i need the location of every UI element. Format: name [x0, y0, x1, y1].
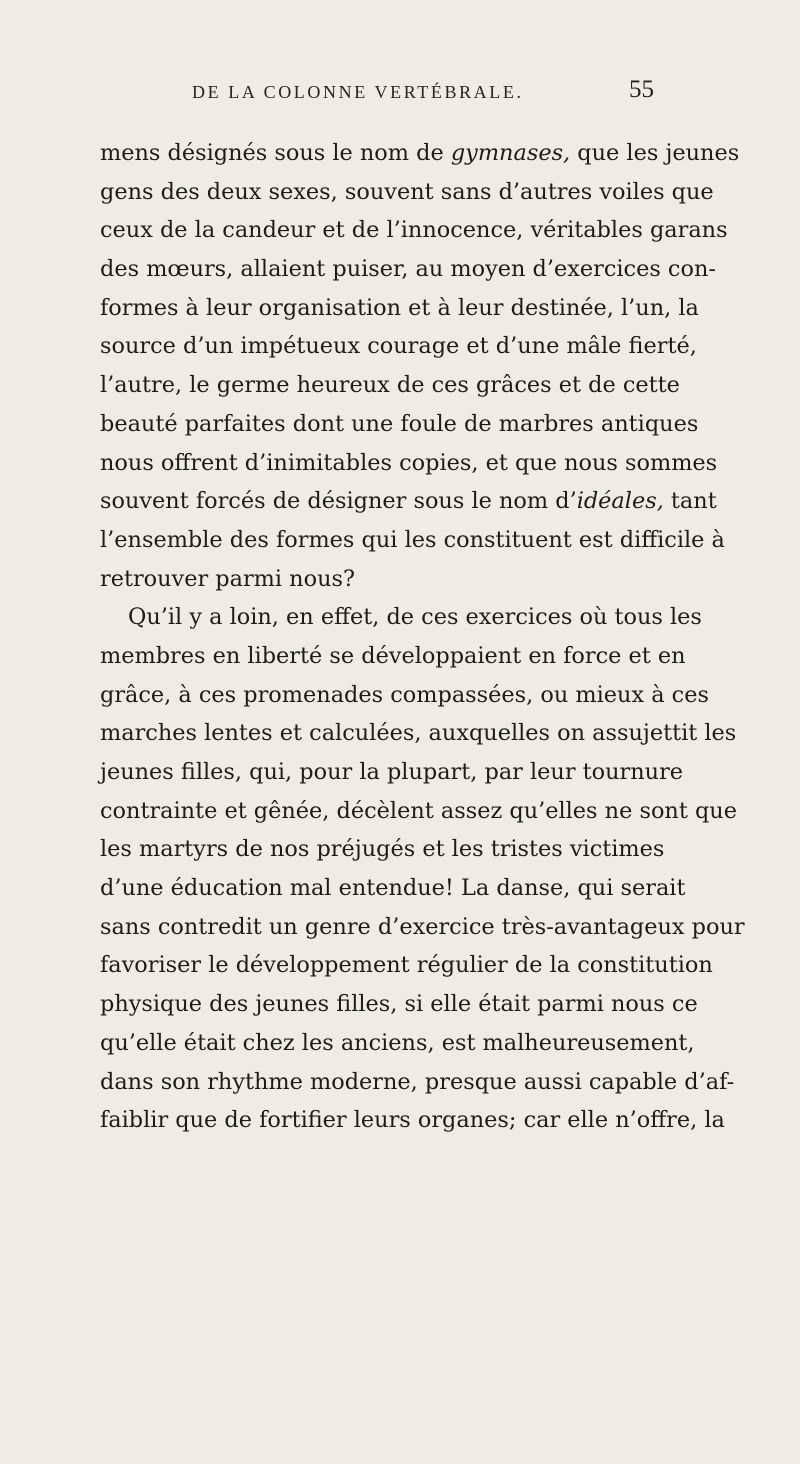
text-line: faiblir que de fortifier leurs organes; car elle n’offre, la	[100, 1107, 725, 1134]
text-line: l’ensemble des formes qui les constituent est difficile à	[100, 526, 725, 553]
text-line: beauté parfaites dont une foule de marbres antiques	[100, 410, 699, 437]
text-line: contrainte et gênée, décèlent assez qu’elles ne sont que	[100, 797, 737, 824]
text-line: jeunes filles, qui, pour la plupart, par leur tournure	[100, 759, 684, 785]
text-line: favoriser le développement régulier de la constitution	[100, 952, 713, 979]
italic-term: gymnases,	[450, 140, 571, 166]
text-line: qu’elle était chez les anciens, est malheureusement,	[100, 1029, 695, 1056]
paragraph-start-line: Qu’il y a loin, en effet, de ces exercices où tous les	[128, 604, 702, 631]
text-line: membres en liberté se développaient en force et en	[100, 642, 686, 669]
text-line: souvent forcés de désigner sous le nom d’idéales, tant	[100, 488, 717, 515]
text-line: les martyrs de nos préjugés et les tristes victimes	[100, 836, 665, 863]
text-line: mens désignés sous le nom de gymnases, que les jeunes	[100, 140, 740, 166]
text-line: marches lentes et calculées, auxquelles on assujettit les	[100, 720, 737, 747]
body-text	[100, 134, 745, 1140]
text-line: formes à leur organisation et à leur destinée, l’un, la	[100, 294, 699, 321]
text-line: nous offrent d’inimitables copies, et que nous sommes	[100, 449, 718, 476]
text-line: des mœurs, allaient puiser, au moyen d’exercices con-	[100, 256, 716, 283]
text-line: physique des jeunes filles, si elle était parmi nous ce	[100, 991, 698, 1018]
text-line: grâce, à ces promenades compassées, ou mieux à ces	[100, 681, 709, 708]
text-line: ceux de la candeur et de l’innocence, véritables garans	[100, 217, 728, 244]
text-line: source d’un impétueux courage et d’une mâle fierté,	[100, 333, 697, 360]
text-line: dans son rhythme moderne, presque aussi capable d’af-	[100, 1068, 735, 1095]
running-title: DE LA COLONNE VERTÉBRALE.	[192, 82, 524, 102]
running-header	[192, 82, 662, 112]
text-line: l’autre, le germe heureux de ces grâces et de cette	[100, 372, 680, 399]
italic-term: idéales,	[576, 488, 664, 515]
page-number: 55	[629, 76, 654, 103]
text-line: d’une éducation mal entendue! La danse, qui serait	[100, 875, 686, 902]
text-line: sans contredit un genre d’exercice très-avantageux pour	[100, 913, 745, 940]
paragraph-end-line: retrouver parmi nous?	[100, 565, 355, 592]
text-line: gens des deux sexes, souvent sans d’autres voiles que	[100, 178, 714, 205]
